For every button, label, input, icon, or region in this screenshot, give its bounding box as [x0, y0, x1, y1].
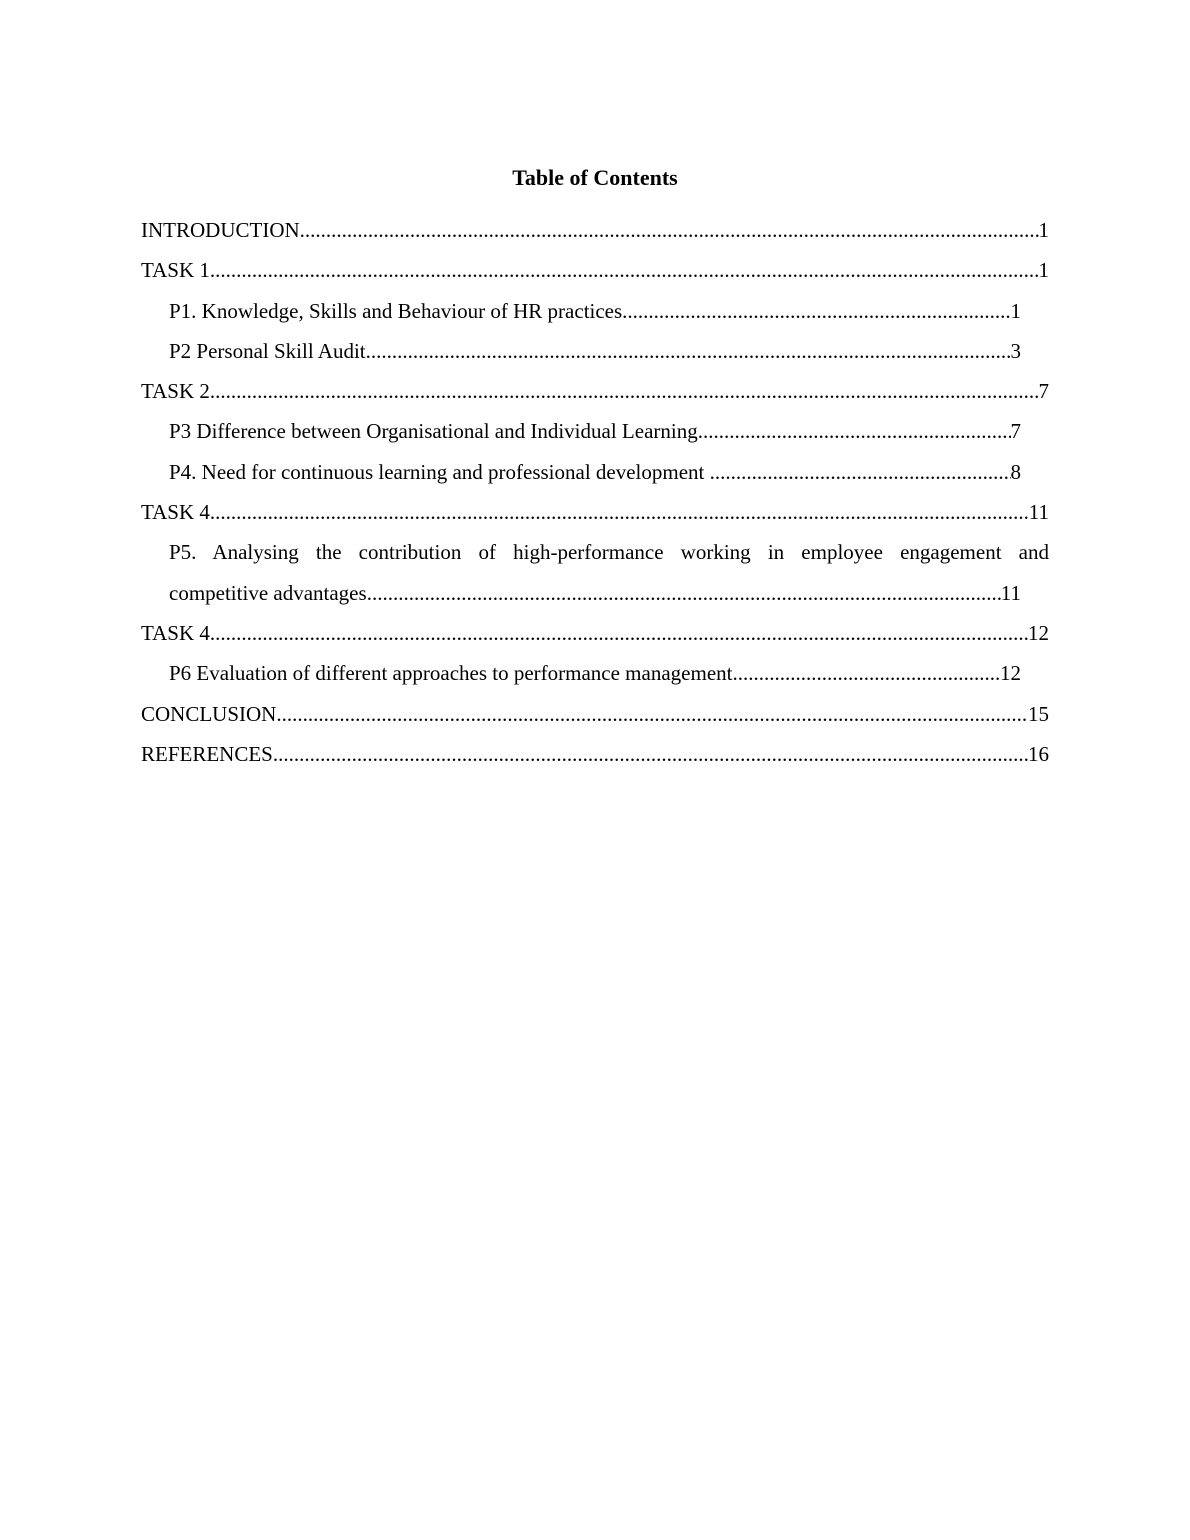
dot-leader: [366, 335, 1011, 367]
toc-entry-p1[interactable]: [169, 295, 1021, 335]
dot-leader: [710, 456, 1011, 488]
dot-leader: [622, 295, 1010, 327]
toc-entry-page: 12: [1028, 620, 1049, 645]
toc-entry-task-4[interactable]: [141, 496, 1049, 536]
dot-leader: [210, 496, 1029, 528]
dot-leader: [273, 738, 1028, 770]
toc-entry-task-2[interactable]: [141, 375, 1049, 415]
toc-entry-page: 1: [1010, 298, 1021, 323]
toc-entry-label: CONCLUSION: [141, 701, 277, 726]
toc-entry-label: P2 Personal Skill Audit: [169, 338, 366, 363]
dot-leader: [276, 698, 1028, 730]
toc-entry-page: 3: [1010, 338, 1021, 363]
toc-entry-page: 7: [1010, 419, 1021, 444]
dot-leader: [210, 617, 1028, 649]
dot-leader: [300, 214, 1039, 246]
toc-entry-p6[interactable]: [169, 657, 1021, 697]
toc-entry-page: 8: [1010, 459, 1021, 484]
toc-entry-p2[interactable]: [169, 335, 1021, 375]
toc-entry-p3[interactable]: [169, 415, 1021, 455]
toc-entry-page: 1: [1038, 258, 1049, 283]
toc-entry-label: P3 Difference between Organisational and Individual Learning: [169, 419, 698, 444]
toc-entry-page: 16: [1028, 741, 1049, 766]
toc-entry-label-line-2: competitive advantages: [169, 580, 367, 605]
dot-leader: [210, 254, 1039, 286]
toc-entry-references[interactable]: [141, 738, 1049, 778]
toc-entry-label: INTRODUCTION: [141, 218, 300, 242]
toc-entry-p5[interactable]: [169, 536, 1049, 617]
toc-entry-label: P1. Knowledge, Skills and Behaviour of HR practices: [169, 298, 623, 323]
toc-entry-page: 15: [1028, 701, 1049, 726]
toc-entry-label: TASK 2: [141, 379, 210, 404]
dot-leader: [367, 577, 1001, 609]
toc-entry-label: P6 Evaluation of different approaches to performance management: [169, 661, 733, 686]
dot-leader: [732, 657, 1000, 689]
toc-entry-page: 7: [1038, 379, 1049, 404]
toc-entry-label: REFERENCES: [141, 741, 273, 766]
toc-entry-introduction[interactable]: [141, 214, 1049, 254]
dot-leader: [210, 375, 1039, 407]
toc-entry-task-1[interactable]: [141, 254, 1049, 294]
toc-entry-last-line: [169, 577, 1021, 617]
toc-title: Table of Contents: [512, 165, 678, 190]
toc-entry-p4[interactable]: [169, 456, 1021, 496]
toc-entry-label-line-1: P5. Analysing the contribution of high-performance working in employee engagement and: [169, 540, 1049, 565]
toc-entry-page: 11: [1028, 500, 1049, 525]
toc-entry-task-4-second[interactable]: [141, 617, 1049, 657]
toc-entry-page: 11: [1000, 580, 1021, 605]
toc-entry-page: 12: [1000, 661, 1021, 686]
toc-entry-label: TASK 4: [141, 500, 210, 525]
toc-entry-label: TASK 4: [141, 620, 210, 645]
toc-entry-conclusion[interactable]: [141, 698, 1049, 738]
toc-entry-label: P4. Need for continuous learning and professional development: [169, 459, 710, 484]
toc-entry-label: TASK 1: [141, 258, 210, 283]
toc-entry-page: 1: [1038, 218, 1049, 242]
table-of-contents: [141, 214, 1049, 778]
dot-leader: [698, 415, 1011, 447]
